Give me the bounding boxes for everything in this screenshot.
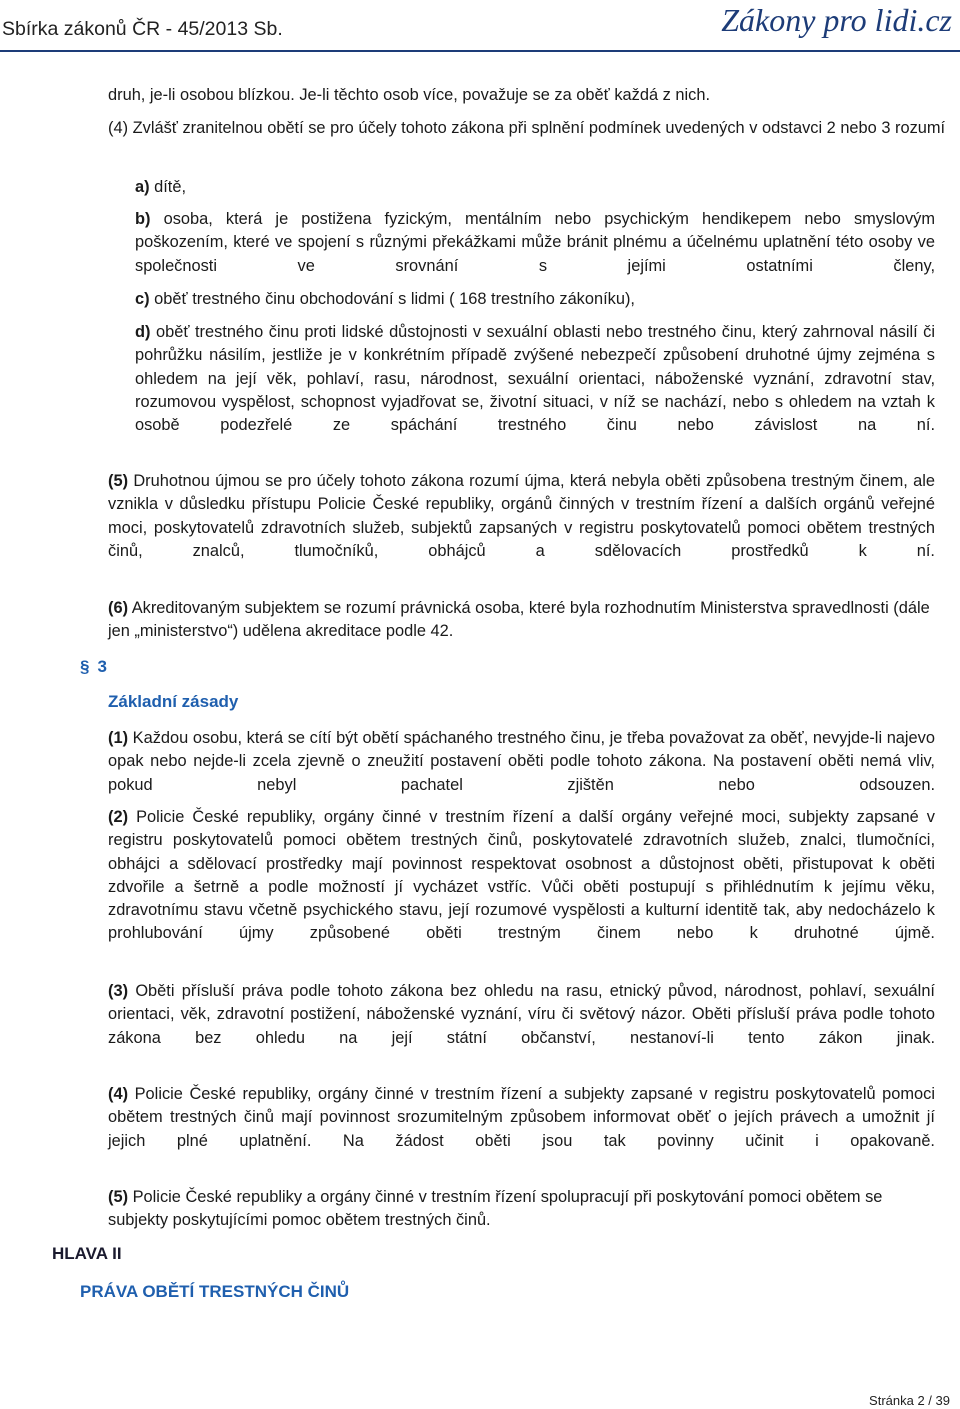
list-item-label: a) [135, 178, 150, 196]
paragraph-text: Akreditovaným subjektem se rozumí právnická osoba, které byla rozhodnutím Ministerstva spravedlnosti (dále jen „ministerstvo“) udělena akreditace podle 42. [108, 599, 930, 641]
s3-paragraph-4 [108, 1083, 935, 1153]
s3-paragraph-3 [108, 980, 935, 1050]
list-item-text: oběť trestného činu obchodování s lidmi ( 168 trestního zákoníku), [154, 290, 635, 308]
list-item-text: osoba, která je postižena fyzickým, mentálním nebo psychickým hendikepem nebo smyslovým poškozením, které ve spojení s různými překážkami může bránit plnému a účelnému uplatnění této osoby ve společnosti ve srovnání s jejími ostatními členy, [135, 210, 935, 275]
paragraph-label: (1) [108, 729, 129, 747]
paragraph-label: (4) [108, 1085, 129, 1103]
paragraph-text: Policie České republiky, orgány činné v trestním řízení a další orgány veřejné moci, subjekty zapsané v registru poskytovatelů pomoci obětem trestných činů, poskytovatelé zdravotních služeb, znalci, tlumočníci, obhájci a sdělovací prostředky mají povinnost respektovat osobnost a důstojnost oběti, přistupovat k oběti zdvořile a šetrně a podle možností jí vycházet vstříc. Vůči oběti postupují s přihlédnutím k jejímu věku, zdravotnímu stavu včetně psychického stavu, její rozumové vyspělosti a kulturní identitě tak, aby nedocházelo k prohlubování újmy způsobené oběti trestným činem nebo k druhotné újmě. [108, 808, 936, 943]
paragraph-text: Oběti přísluší práva podle tohoto zákona bez ohledu na rasu, etnický původ, národnost, pohlaví, sexuální orientaci, věk, zdravotní postižení, náboženské vyznání, víru či světový názor. Oběti přísluší práva podle tohoto zákona bez ohledu na její státní občanství, nestanoví-li tento zákon jinak. [108, 982, 935, 1047]
list-item-a [135, 176, 945, 199]
list-item-b [135, 208, 935, 278]
paragraph-text: Druhotnou újmou se pro účely tohoto zákona rozumí újma, která nebyla oběti způsobena trestným činem, ale vznikla v důsledku přístupu Policie České republiky, orgánů činných v trestním řízení a dalších orgánů veřejné moci, poskytovatelů zdravotních služeb, subjektů zapsaných v registru poskytovatelů pomoci obětem trestných činů, znalců, tlumočníků, obhájců a sdělovacích prostředků k ní. [108, 472, 935, 560]
list-item-label: b) [135, 210, 151, 228]
s3-paragraph-1 [108, 727, 935, 797]
section-number: § 3 [80, 657, 107, 676]
site-logo[interactable]: Zákony pro lidi.cz [721, 2, 952, 38]
list-item-text: oběť trestného činu proti lidské důstojnosti v sexuální oblasti nebo trestného činu, který zahrnoval násilí či pohrůžku násilím, jestliže je v konkrétním případě zvýšené nebezpečí způsobení druhotné újmy zejména s ohledem na její věk, pohlaví, rasu, národnost, sexuální orientaci, náboženské vyznání, zdravotní stav, rozumovou vyspělost, schopnost vyjadřovat se, životní situaci, v níž se nachází, nebo s ohledem na vztah k osobě podezřelé ze spáchání trestného činu nebo závislost na ní. [135, 323, 935, 435]
document-title: Sbírka zákonů ČR - 45/2013 Sb. [2, 18, 283, 40]
header-divider [0, 50, 960, 52]
list-item-text: dítě, [154, 178, 187, 196]
paragraph-label: (4) [108, 119, 129, 137]
paragraph-text: Policie České republiky a orgány činné v trestním řízení spolupracují při poskytování pomoci obětem se subjekty poskytujícími pomoc obětem trestných činů. [108, 1188, 883, 1230]
paragraph-label: (5) [108, 472, 129, 490]
chapter-number: HLAVA II [52, 1244, 122, 1263]
list-item-d [135, 321, 935, 437]
paragraph-text: Policie České republiky, orgány činné v trestním řízení a subjekty zapsané v registru poskytovatelů pomoci obětem trestných činů mají povinnost srozumitelným způsobem informovat oběť o jejích právech a umožnit jí jejich plné uplatnění. Na žádost oběti jsou tak povinny učinit i opakovaně. [108, 1085, 935, 1150]
section-title: Základní zásady [108, 692, 239, 711]
list-item-label: d) [135, 323, 151, 341]
paragraph-label: (5) [108, 1188, 129, 1206]
paragraph-4 [108, 117, 953, 140]
paragraph-text: Každou osobu, která se cítí být obětí spáchaného trestného činu, je třeba považovat za oběť, nevyjde-li najevo opak nebo nejde-li zcela zjevně o zneužití postavení oběti podle tohoto zákona. Na postavení oběti nemá vliv, pokud nebyl pachatel zjištěn nebo odsouzen. [108, 729, 935, 794]
paragraph-5 [108, 470, 935, 563]
paragraph-label: (2) [108, 808, 129, 826]
s3-paragraph-2 [108, 806, 935, 946]
paragraph-text: Zvlášť zranitelnou obětí se pro účely tohoto zákona při splnění podmínek uvedených v odstavci 2 nebo 3 rozumí [132, 119, 946, 137]
list-item-c [135, 288, 945, 311]
continuation-text: druh, je-li osobou blízkou. Je-li těchto osob více, považuje se za oběť každá z nich. [108, 86, 711, 104]
page-number: Stránka 2 / 39 [869, 1393, 950, 1408]
section-sign-icon: § [80, 657, 90, 676]
s3-paragraph-5 [108, 1186, 928, 1233]
page-header [0, 0, 960, 52]
paragraph-label: (6) [108, 599, 129, 617]
paragraph-label: (3) [108, 982, 129, 1000]
paragraph-continuation [108, 84, 938, 107]
list-item-label: c) [135, 290, 150, 308]
chapter-title: PRÁVA OBĚTÍ TRESTNÝCH ČINŮ [80, 1282, 350, 1301]
paragraph-6 [108, 597, 938, 644]
